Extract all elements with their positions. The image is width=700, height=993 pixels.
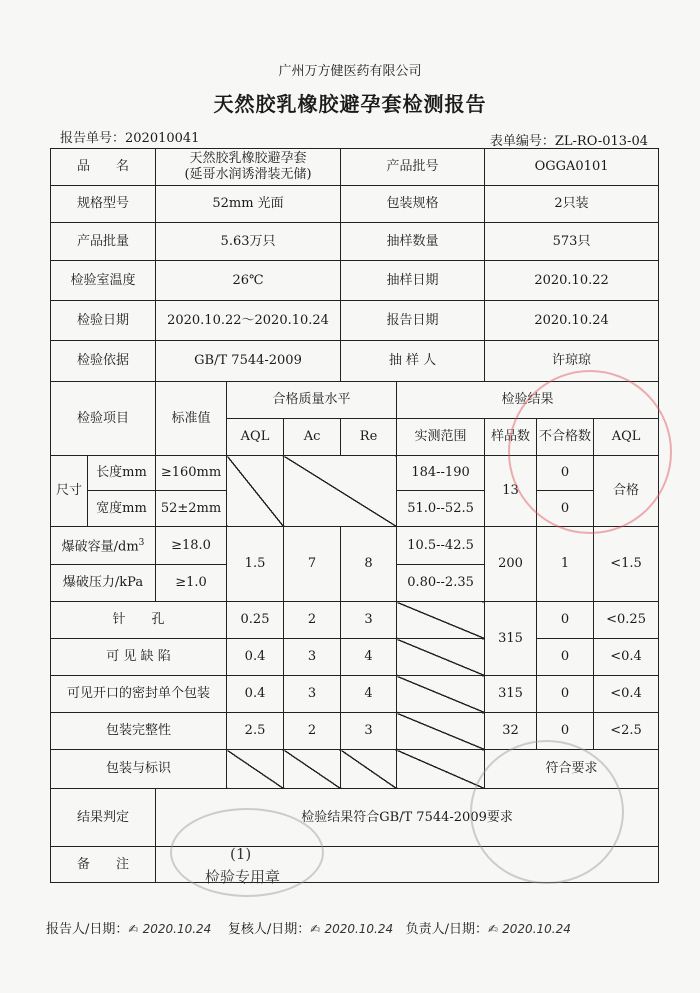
width-range: 51.0--52.5: [397, 491, 485, 527]
company-name: 广州万方健医药有限公司: [278, 64, 422, 79]
pinhole-aql: 0.25: [227, 602, 284, 639]
quality-level-header: 合格质量水平: [227, 382, 397, 419]
report-number: 报告单号：202010041: [60, 131, 200, 146]
ac-header: Ac: [284, 419, 341, 456]
size-samples: 13: [485, 456, 537, 527]
sample-qty-value: 573只: [485, 223, 659, 261]
sampler-label: 抽 样 人: [341, 341, 485, 382]
product-name-label: 品 名: [51, 149, 156, 186]
pack-spec-value: 2只装: [485, 186, 659, 223]
burst-volume-text: 爆破容量/dm: [61, 539, 139, 555]
pack-integrity-ac: 2: [284, 713, 341, 750]
burst-re: 8: [341, 527, 397, 602]
product-name-note: (延哥水润诱滑装无储): [184, 167, 312, 182]
pack-integrity-nonconform: 0: [537, 713, 594, 750]
signature-footer: [46, 918, 571, 937]
seal-result: <0.4: [594, 676, 659, 713]
pack-integrity-samples: 32: [485, 713, 537, 750]
batch-no: OGGA0101: [485, 149, 659, 186]
seal-label: 可见开口的密封单个包装: [51, 676, 227, 713]
burst-aql: 1.5: [227, 527, 284, 602]
pack-integrity-label: 包装完整性: [51, 713, 227, 750]
size-aql-diagonal: [227, 456, 284, 527]
standard-header: 标准值: [156, 382, 227, 456]
burst-volume-standard: ≥18.0: [156, 527, 227, 565]
seal-range-diagonal: [397, 676, 485, 713]
conclusion-text: 检验结果符合GB/T 7544-2009要求: [156, 789, 659, 847]
pinhole-ac: 2: [284, 602, 341, 639]
pack-integrity-re: 3: [341, 713, 397, 750]
seal-ac: 3: [284, 676, 341, 713]
seal-re: 4: [341, 676, 397, 713]
length-label: 长度mm: [88, 456, 156, 491]
test-date-label: 检验日期: [51, 301, 156, 341]
pack-spec-label: 包装规格: [341, 186, 485, 223]
size-label: 尺寸: [51, 456, 88, 527]
form-number: 表单编号：ZL-RO-013-04: [489, 134, 648, 149]
pack-integrity-result: <2.5: [594, 713, 659, 750]
sampler-value: 许琼琼: [485, 341, 659, 382]
sample-qty-label: 抽样数量: [341, 223, 485, 261]
report-date-value: 2020.10.24: [485, 301, 659, 341]
burst-pressure-range: 0.80--2.35: [397, 565, 485, 602]
batch-qty-value: 5.63万只: [156, 223, 341, 261]
basis-value: GB/T 7544-2009: [156, 341, 341, 382]
length-standard: ≥160mm: [156, 456, 227, 491]
range-header: 实测范围: [397, 419, 485, 456]
seal-nonconform: 0: [537, 676, 594, 713]
length-range: 184--190: [397, 456, 485, 491]
inspection-table: [50, 148, 659, 883]
burst-ac: 7: [284, 527, 341, 602]
label-aql-diagonal: [227, 750, 284, 789]
visible-defect-result: <0.4: [594, 639, 659, 676]
label-re-diagonal: [341, 750, 397, 789]
reporter-date: 2020.10.24: [142, 922, 212, 936]
visible-defect-nonconform: 0: [537, 639, 594, 676]
reviewer-date: 2020.10.24: [324, 922, 394, 936]
conclusion-label: 结果判定: [51, 789, 156, 847]
width-label: 宽度mm: [88, 491, 156, 527]
pack-integrity-aql: 2.5: [227, 713, 284, 750]
burst-result: <1.5: [594, 527, 659, 602]
pack-integrity-range-diagonal: [397, 713, 485, 750]
spec-value: 52mm 光面: [156, 186, 341, 223]
report-title: 天然胶乳橡胶避孕套检测报告: [213, 92, 487, 116]
burst-nonconform: 1: [537, 527, 594, 602]
test-date-value: 2020.10.22～2020.10.24: [156, 301, 341, 341]
seal-aql: 0.4: [227, 676, 284, 713]
sample-count-header: 样品数: [485, 419, 537, 456]
spec-label: 规格型号: [51, 186, 156, 223]
reviewer-label: 复核人/日期：: [227, 922, 311, 937]
manager-signature: ✍: [487, 922, 499, 936]
label-marking-label: 包装与标识: [51, 750, 227, 789]
manager-label: 负责人/日期：: [405, 922, 488, 937]
sample-date-label: 抽样日期: [341, 261, 485, 301]
basis-label: 检验依据: [51, 341, 156, 382]
report-date-label: 报告日期: [341, 301, 485, 341]
reporter-signature: ✍: [128, 922, 139, 936]
visible-defect-re: 4: [341, 639, 397, 676]
label-range-diagonal: [397, 750, 485, 789]
batch-no-label: 产品批号: [341, 149, 485, 186]
pinhole-result: <0.25: [594, 602, 659, 639]
aql-result-header: AQL: [594, 419, 659, 456]
pinhole-nonconform: 0: [537, 602, 594, 639]
width-nonconform: 0: [537, 491, 594, 527]
result-header: 检验结果: [397, 382, 659, 419]
manager-date: 2020.10.24: [502, 922, 571, 936]
temp-label: 检验室温度: [51, 261, 156, 301]
pinhole-label: 针 孔: [51, 602, 227, 639]
pinhole-visible-samples: 315: [485, 602, 537, 676]
pinhole-re: 3: [341, 602, 397, 639]
burst-samples: 200: [485, 527, 537, 602]
reviewer-signature: ✍: [310, 922, 321, 936]
visible-defect-label: 可 见 缺 陷: [51, 639, 227, 676]
burst-volume-label: [51, 527, 156, 565]
nonconform-header: 不合格数: [537, 419, 594, 456]
label-result: 符合要求: [485, 750, 659, 789]
inspection-stamp-number: (1): [230, 845, 252, 863]
burst-volume-sup: 3: [138, 538, 145, 549]
burst-volume-range: 10.5--42.5: [397, 527, 485, 565]
remark-label: 备 注: [51, 847, 156, 883]
sample-date-value: 2020.10.22: [485, 261, 659, 301]
reporter-label: 报告人/日期：: [46, 922, 129, 937]
seal-samples: 315: [485, 676, 537, 713]
burst-pressure-label: 爆破压力/kPa: [51, 565, 156, 602]
batch-qty-label: 产品批量: [51, 223, 156, 261]
product-name-cell: [156, 149, 341, 186]
product-name: 天然胶乳橡胶避孕套: [189, 151, 307, 166]
size-ac-re-diagonal: [284, 456, 397, 527]
inspection-stamp-text: 检验专用章: [205, 868, 281, 886]
item-header: 检验项目: [51, 382, 156, 456]
burst-pressure-standard: ≥1.0: [156, 565, 227, 602]
visible-defect-ac: 3: [284, 639, 341, 676]
pinhole-range-diagonal: [397, 602, 485, 639]
length-nonconform: 0: [537, 456, 594, 491]
visible-defect-aql: 0.4: [227, 639, 284, 676]
label-ac-diagonal: [284, 750, 341, 789]
re-header: Re: [341, 419, 397, 456]
temp-value: 26℃: [156, 261, 341, 301]
size-result: 合格: [594, 456, 659, 527]
width-standard: 52±2mm: [156, 491, 227, 527]
aql-header: AQL: [227, 419, 284, 456]
visible-defect-range-diagonal: [397, 639, 485, 676]
